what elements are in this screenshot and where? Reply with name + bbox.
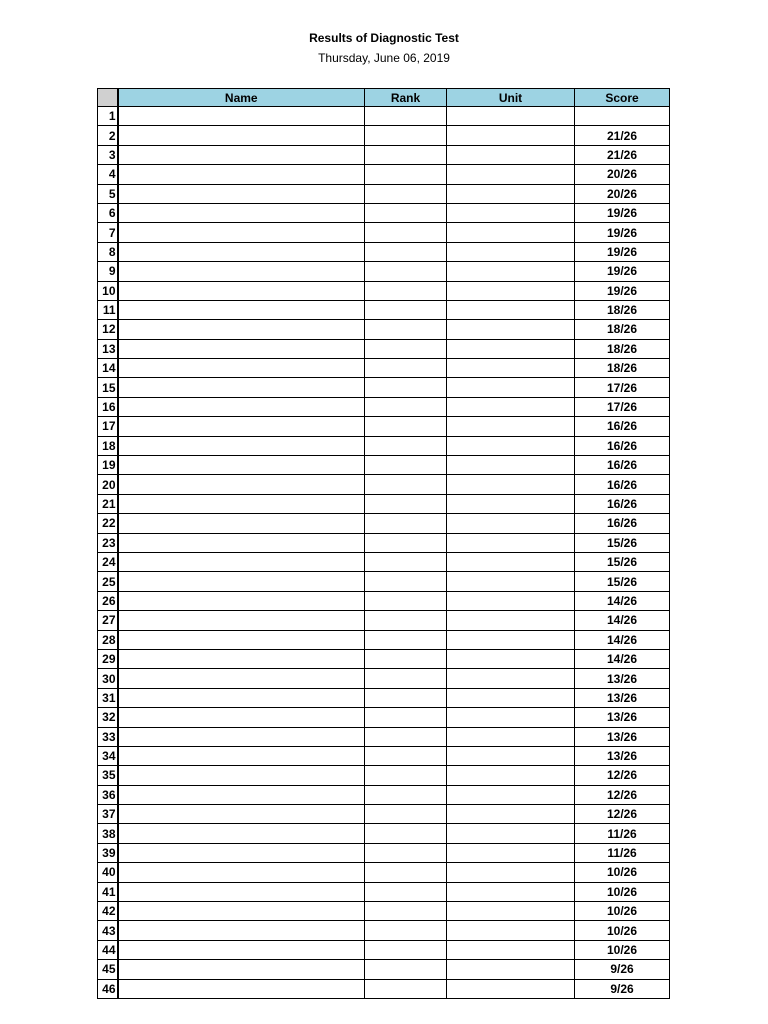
unit-cell: [447, 262, 575, 281]
rank-cell: [365, 649, 447, 668]
table-row: [98, 572, 670, 591]
name-cell: [118, 746, 365, 765]
name-cell: [118, 262, 365, 281]
unit-cell: [447, 242, 575, 261]
score-cell: 14/26: [575, 611, 670, 630]
score-cell: 19/26: [575, 281, 670, 300]
unit-cell: [447, 223, 575, 242]
table-row: [98, 262, 670, 281]
document-title: Results of Diagnostic Test: [309, 31, 459, 45]
score-cell: 10/26: [575, 902, 670, 921]
unit-cell: [447, 708, 575, 727]
rank-cell: [365, 456, 447, 475]
rank-cell: [365, 630, 447, 649]
unit-cell: [447, 630, 575, 649]
score-cell: 17/26: [575, 397, 670, 416]
score-cell: 14/26: [575, 591, 670, 610]
name-cell: [118, 785, 365, 804]
score-cell: 17/26: [575, 378, 670, 397]
rank-cell: [365, 223, 447, 242]
unit-cell: [447, 514, 575, 533]
unit-cell: [447, 203, 575, 222]
score-cell: 16/26: [575, 494, 670, 513]
row-number-header: [98, 89, 118, 107]
rank-cell: [365, 882, 447, 901]
unit-cell: [447, 494, 575, 513]
name-cell: [118, 805, 365, 824]
row-number-cell: 14: [98, 359, 118, 378]
unit-cell: [447, 960, 575, 979]
name-cell: [118, 902, 365, 921]
table-row: [98, 902, 670, 921]
score-cell: 18/26: [575, 359, 670, 378]
table-row: [98, 979, 670, 998]
table-row: [98, 766, 670, 785]
unit-cell: [447, 359, 575, 378]
table-row: [98, 242, 670, 261]
table-row: [98, 708, 670, 727]
row-number-cell: 26: [98, 591, 118, 610]
row-number-cell: 2: [98, 126, 118, 145]
table-row: [98, 882, 670, 901]
rank-cell: [365, 785, 447, 804]
unit-cell: [447, 552, 575, 571]
score-cell: 13/26: [575, 746, 670, 765]
name-cell: [118, 223, 365, 242]
rank-cell: [365, 126, 447, 145]
name-cell: [118, 359, 365, 378]
name-cell: [118, 397, 365, 416]
name-cell: [118, 436, 365, 455]
table-row: [98, 863, 670, 882]
row-number-cell: 20: [98, 475, 118, 494]
table-row: [98, 107, 670, 126]
header-row: [98, 89, 670, 107]
name-cell: [118, 824, 365, 843]
table-row: [98, 145, 670, 164]
row-number-cell: 27: [98, 611, 118, 630]
results-table: [97, 88, 670, 999]
table-row: [98, 417, 670, 436]
score-cell: 16/26: [575, 514, 670, 533]
table-row: [98, 223, 670, 242]
row-number-cell: 16: [98, 397, 118, 416]
name-cell: [118, 552, 365, 571]
row-number-cell: 40: [98, 863, 118, 882]
table-body: [98, 107, 670, 999]
unit-cell: [447, 766, 575, 785]
rank-cell: [365, 863, 447, 882]
score-cell: 9/26: [575, 979, 670, 998]
unit-cell: [447, 824, 575, 843]
row-number-cell: 39: [98, 843, 118, 862]
score-cell: 10/26: [575, 940, 670, 959]
rank-cell: [365, 184, 447, 203]
unit-cell: [447, 863, 575, 882]
unit-cell: [447, 669, 575, 688]
unit-cell: [447, 126, 575, 145]
unit-cell: [447, 533, 575, 552]
rank-cell: [365, 262, 447, 281]
rank-cell: [365, 591, 447, 610]
name-cell: [118, 669, 365, 688]
rank-cell: [365, 281, 447, 300]
rank-cell: [365, 552, 447, 571]
rank-cell: [365, 165, 447, 184]
name-cell: [118, 979, 365, 998]
table-row: [98, 126, 670, 145]
name-cell: [118, 688, 365, 707]
score-cell: 10/26: [575, 882, 670, 901]
rank-cell: [365, 145, 447, 164]
name-cell: [118, 126, 365, 145]
row-number-cell: 31: [98, 688, 118, 707]
unit-cell: [447, 281, 575, 300]
unit-cell: [447, 649, 575, 668]
row-number-cell: 29: [98, 649, 118, 668]
name-cell: [118, 320, 365, 339]
name-cell: [118, 281, 365, 300]
table-row: [98, 378, 670, 397]
table-row: [98, 494, 670, 513]
rank-cell: [365, 902, 447, 921]
score-cell: 13/26: [575, 727, 670, 746]
name-cell: [118, 339, 365, 358]
unit-cell: [447, 785, 575, 804]
table-row: [98, 184, 670, 203]
unit-cell: [447, 436, 575, 455]
row-number-cell: 36: [98, 785, 118, 804]
unit-cell: [447, 882, 575, 901]
score-cell: 9/26: [575, 960, 670, 979]
score-cell: 15/26: [575, 552, 670, 571]
name-cell: [118, 300, 365, 319]
table-row: [98, 552, 670, 571]
score-cell: 18/26: [575, 339, 670, 358]
name-cell: [118, 572, 365, 591]
row-number-cell: 9: [98, 262, 118, 281]
row-number-cell: 38: [98, 824, 118, 843]
row-number-cell: 18: [98, 436, 118, 455]
table-row: [98, 649, 670, 668]
rank-cell: [365, 359, 447, 378]
table-row: [98, 746, 670, 765]
unit-cell: [447, 572, 575, 591]
rank-cell: [365, 746, 447, 765]
table-row: [98, 843, 670, 862]
unit-cell: [447, 107, 575, 126]
unit-cell: [447, 979, 575, 998]
row-number-cell: 24: [98, 552, 118, 571]
score-cell: 13/26: [575, 688, 670, 707]
rank-cell: [365, 805, 447, 824]
unit-header: Unit: [447, 89, 575, 107]
unit-cell: [447, 165, 575, 184]
score-cell: [575, 107, 670, 126]
table-row: [98, 591, 670, 610]
name-cell: [118, 475, 365, 494]
rank-cell: [365, 727, 447, 746]
rank-cell: [365, 339, 447, 358]
rank-cell: [365, 494, 447, 513]
row-number-cell: 3: [98, 145, 118, 164]
name-cell: [118, 727, 365, 746]
unit-cell: [447, 688, 575, 707]
name-cell: [118, 145, 365, 164]
row-number-cell: 33: [98, 727, 118, 746]
table-row: [98, 203, 670, 222]
rank-cell: [365, 475, 447, 494]
unit-cell: [447, 727, 575, 746]
row-number-cell: 1: [98, 107, 118, 126]
score-cell: 21/26: [575, 145, 670, 164]
table-row: [98, 960, 670, 979]
table-row: [98, 688, 670, 707]
name-cell: [118, 203, 365, 222]
rank-cell: [365, 960, 447, 979]
unit-cell: [447, 843, 575, 862]
score-cell: 14/26: [575, 630, 670, 649]
row-number-cell: 37: [98, 805, 118, 824]
rank-cell: [365, 824, 447, 843]
name-cell: [118, 184, 365, 203]
unit-cell: [447, 184, 575, 203]
row-number-cell: 5: [98, 184, 118, 203]
rank-cell: [365, 921, 447, 940]
rank-cell: [365, 940, 447, 959]
row-number-cell: 44: [98, 940, 118, 959]
table-row: [98, 630, 670, 649]
unit-cell: [447, 456, 575, 475]
name-cell: [118, 708, 365, 727]
score-cell: 20/26: [575, 184, 670, 203]
score-cell: 14/26: [575, 649, 670, 668]
rank-cell: [365, 708, 447, 727]
unit-cell: [447, 300, 575, 319]
table-row: [98, 805, 670, 824]
score-cell: 19/26: [575, 262, 670, 281]
score-cell: 16/26: [575, 436, 670, 455]
unit-cell: [447, 591, 575, 610]
table-row: [98, 669, 670, 688]
score-cell: 10/26: [575, 863, 670, 882]
table-row: [98, 785, 670, 804]
table-row: [98, 165, 670, 184]
name-cell: [118, 494, 365, 513]
score-cell: 20/26: [575, 165, 670, 184]
rank-cell: [365, 107, 447, 126]
row-number-cell: 30: [98, 669, 118, 688]
score-cell: 13/26: [575, 708, 670, 727]
name-cell: [118, 882, 365, 901]
row-number-cell: 41: [98, 882, 118, 901]
table-row: [98, 281, 670, 300]
table-row: [98, 436, 670, 455]
table-row: [98, 475, 670, 494]
score-cell: 12/26: [575, 766, 670, 785]
row-number-cell: 11: [98, 300, 118, 319]
table-header: [98, 89, 670, 107]
rank-cell: [365, 436, 447, 455]
row-number-cell: 34: [98, 746, 118, 765]
unit-cell: [447, 320, 575, 339]
table-row: [98, 824, 670, 843]
rank-cell: [365, 611, 447, 630]
rank-cell: [365, 242, 447, 261]
table-row: [98, 320, 670, 339]
unit-cell: [447, 611, 575, 630]
name-cell: [118, 417, 365, 436]
score-header: Score: [575, 89, 670, 107]
name-header: Name: [118, 89, 365, 107]
name-cell: [118, 378, 365, 397]
name-cell: [118, 843, 365, 862]
table-row: [98, 921, 670, 940]
score-cell: 11/26: [575, 843, 670, 862]
unit-cell: [447, 378, 575, 397]
table-row: [98, 533, 670, 552]
rank-cell: [365, 378, 447, 397]
row-number-cell: 35: [98, 766, 118, 785]
table-row: [98, 611, 670, 630]
row-number-cell: 17: [98, 417, 118, 436]
rank-cell: [365, 533, 447, 552]
unit-cell: [447, 902, 575, 921]
row-number-cell: 7: [98, 223, 118, 242]
row-number-cell: 32: [98, 708, 118, 727]
name-cell: [118, 649, 365, 668]
row-number-cell: 8: [98, 242, 118, 261]
name-cell: [118, 863, 365, 882]
unit-cell: [447, 746, 575, 765]
row-number-cell: 12: [98, 320, 118, 339]
unit-cell: [447, 339, 575, 358]
score-cell: 12/26: [575, 785, 670, 804]
score-cell: 11/26: [575, 824, 670, 843]
score-cell: 19/26: [575, 242, 670, 261]
table-row: [98, 300, 670, 319]
rank-cell: [365, 843, 447, 862]
score-cell: 15/26: [575, 533, 670, 552]
row-number-cell: 6: [98, 203, 118, 222]
score-cell: 19/26: [575, 203, 670, 222]
row-number-cell: 22: [98, 514, 118, 533]
row-number-cell: 23: [98, 533, 118, 552]
table-row: [98, 514, 670, 533]
table-row: [98, 359, 670, 378]
rank-header: Rank: [365, 89, 447, 107]
unit-cell: [447, 921, 575, 940]
name-cell: [118, 921, 365, 940]
table-row: [98, 339, 670, 358]
row-number-cell: 21: [98, 494, 118, 513]
row-number-cell: 28: [98, 630, 118, 649]
row-number-cell: 4: [98, 165, 118, 184]
document-date: Thursday, June 06, 2019: [318, 51, 450, 65]
name-cell: [118, 514, 365, 533]
score-cell: 19/26: [575, 223, 670, 242]
unit-cell: [447, 397, 575, 416]
unit-cell: [447, 145, 575, 164]
score-cell: 15/26: [575, 572, 670, 591]
score-cell: 12/26: [575, 805, 670, 824]
unit-cell: [447, 805, 575, 824]
unit-cell: [447, 417, 575, 436]
score-cell: 16/26: [575, 417, 670, 436]
table-row: [98, 727, 670, 746]
name-cell: [118, 456, 365, 475]
score-cell: 16/26: [575, 456, 670, 475]
rank-cell: [365, 417, 447, 436]
name-cell: [118, 591, 365, 610]
name-cell: [118, 940, 365, 959]
name-cell: [118, 630, 365, 649]
score-cell: 21/26: [575, 126, 670, 145]
score-cell: 13/26: [575, 669, 670, 688]
rank-cell: [365, 300, 447, 319]
name-cell: [118, 107, 365, 126]
name-cell: [118, 766, 365, 785]
score-cell: 18/26: [575, 300, 670, 319]
score-cell: 18/26: [575, 320, 670, 339]
rank-cell: [365, 572, 447, 591]
rank-cell: [365, 514, 447, 533]
row-number-cell: 25: [98, 572, 118, 591]
table-row: [98, 940, 670, 959]
name-cell: [118, 611, 365, 630]
rank-cell: [365, 669, 447, 688]
rank-cell: [365, 766, 447, 785]
rank-cell: [365, 203, 447, 222]
rank-cell: [365, 688, 447, 707]
unit-cell: [447, 475, 575, 494]
rank-cell: [365, 397, 447, 416]
row-number-cell: 19: [98, 456, 118, 475]
row-number-cell: 42: [98, 902, 118, 921]
unit-cell: [447, 940, 575, 959]
row-number-cell: 10: [98, 281, 118, 300]
rank-cell: [365, 979, 447, 998]
name-cell: [118, 242, 365, 261]
score-cell: 10/26: [575, 921, 670, 940]
table-row: [98, 397, 670, 416]
row-number-cell: 45: [98, 960, 118, 979]
name-cell: [118, 165, 365, 184]
rank-cell: [365, 320, 447, 339]
score-cell: 16/26: [575, 475, 670, 494]
row-number-cell: 13: [98, 339, 118, 358]
name-cell: [118, 533, 365, 552]
table-row: [98, 456, 670, 475]
row-number-cell: 43: [98, 921, 118, 940]
row-number-cell: 46: [98, 979, 118, 998]
row-number-cell: 15: [98, 378, 118, 397]
name-cell: [118, 960, 365, 979]
